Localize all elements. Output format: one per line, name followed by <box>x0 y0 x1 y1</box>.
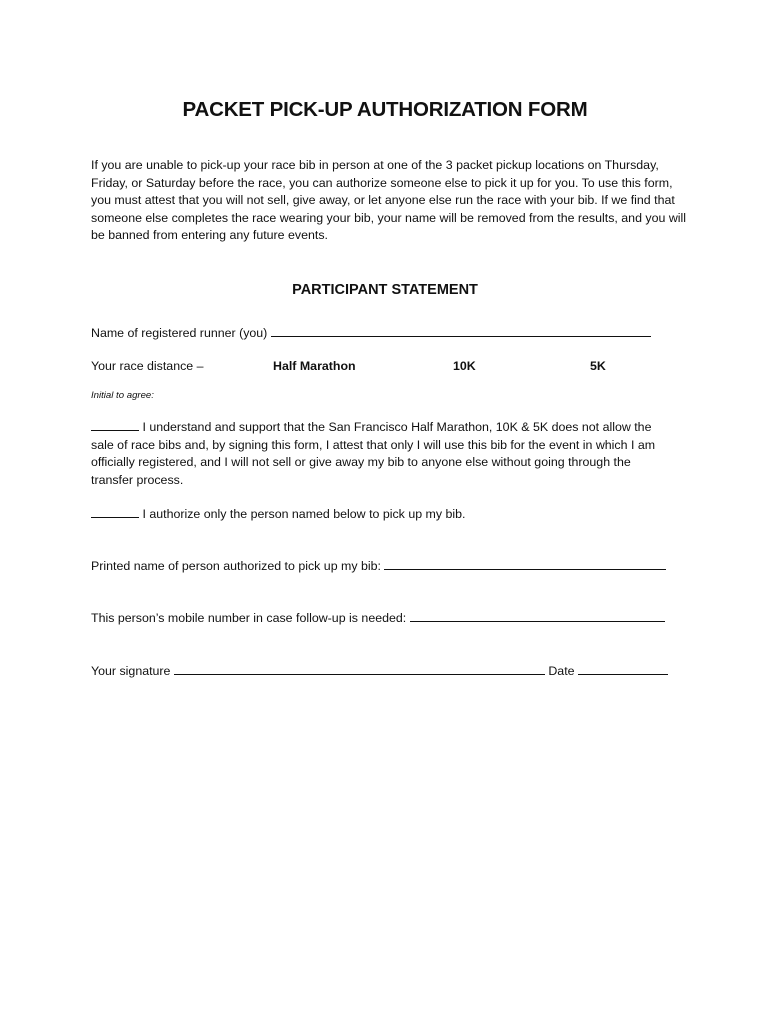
distance-option-half-marathon[interactable]: Half Marathon <box>273 359 356 373</box>
authorized-name-label: Printed name of person authorized to pick up my bib: <box>91 559 381 573</box>
signature-field[interactable] <box>174 662 545 675</box>
distance-label: Your race distance – <box>91 359 204 373</box>
runner-name-field[interactable] <box>271 324 651 337</box>
statement-1 <box>91 418 676 489</box>
signature-label: Your signature <box>91 664 171 678</box>
distance-row <box>91 359 691 373</box>
distance-option-10k[interactable]: 10K <box>453 359 476 373</box>
authorized-name-field[interactable] <box>384 557 666 570</box>
date-field[interactable] <box>578 662 668 675</box>
mobile-field[interactable] <box>410 609 665 622</box>
statement-2-initial-field[interactable] <box>91 505 139 518</box>
statement-2-text: I authorize only the person named below to pick up my bib. <box>142 507 466 521</box>
section-title: PARTICIPANT STATEMENT <box>292 282 478 298</box>
form-title: PACKET PICK-UP AUTHORIZATION FORM <box>182 98 588 121</box>
intro-paragraph: If you are unable to pick-up your race bib in person at one of the 3 packet pickup locations on Thursday, Friday, or Saturday before the race, you can authorize someone else to pick it up for you. To use this form, you must attest that you will not sell, give away, or let anyone else run the race with your bib. If we find that someone else completes the race wearing your bib, your name will be removed from the results, and you will be banned from entering any future events. <box>91 158 687 243</box>
mobile-label: This person’s mobile number in case follow-up is needed: <box>91 611 407 625</box>
statement-2 <box>91 505 676 524</box>
runner-name-label: Name of registered runner (you) <box>91 326 268 340</box>
distance-option-5k[interactable]: 5K <box>590 359 606 373</box>
date-label: Date <box>548 664 575 678</box>
initial-note: Initial to agree: <box>91 390 154 401</box>
runner-name-row <box>91 324 651 340</box>
statement-1-initial-field[interactable] <box>91 418 139 431</box>
signature-row <box>91 662 668 678</box>
statement-1-text: I understand and support that the San Francisco Half Marathon, 10K & 5K does not allow the sale of race bibs and, by signing this form, I attest that only I will use this bib for the event in which I am officially registered, and I will not sell or give away my bib to anyone else without going through the transfer process. <box>91 420 656 487</box>
authorized-name-row <box>91 557 666 573</box>
mobile-row <box>91 609 665 625</box>
